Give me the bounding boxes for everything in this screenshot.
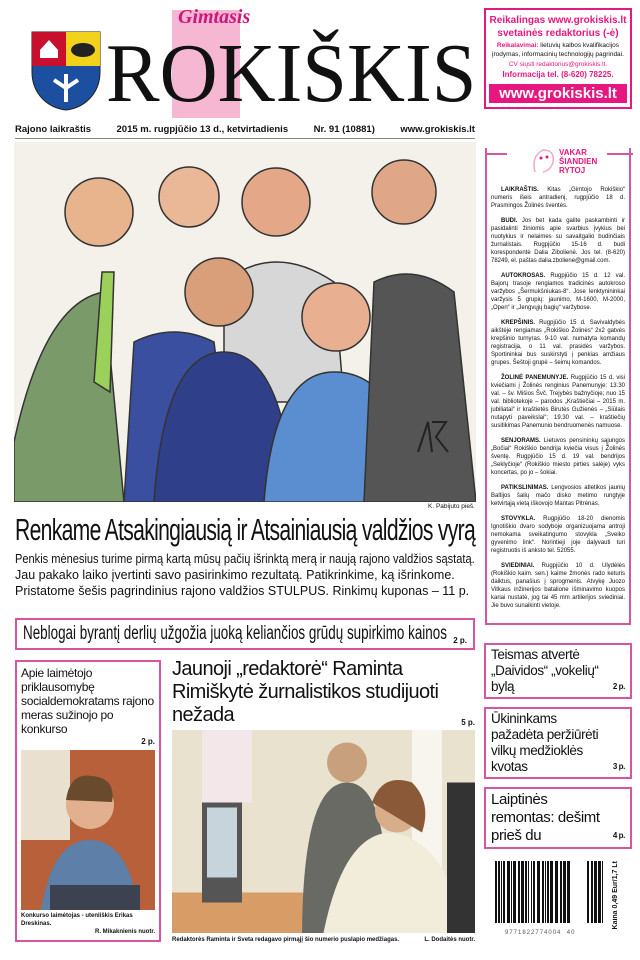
deck-line: Pristatome šešis pagrindinius rajono valdžios STULPUS. Rinkimų kuponas – 11 p. <box>15 584 470 598</box>
story-headline[interactable]: Jaunoji „redaktorė“ Raminta Rimiškytė žurnalistikos studijuoti nežada <box>172 658 439 726</box>
barcode-bar <box>521 861 524 923</box>
item-text: Rugpjūčio 15 d. Savivaldybės aikštėje rengiamas „Rokiškio Žolinės“ 2x2 gatvės krepšinio turnyras. 9-10 val. numatyta komandų registracija, o 11 val. prasidės varžybos. Sportininkai bus suskirstyti į penkias amžiaus grupes. Šeštoji grupė – šeimų komandos. <box>491 320 626 366</box>
sidebar-item <box>491 186 625 210</box>
barcode-bar <box>518 861 520 923</box>
barcode-bar <box>531 861 532 923</box>
editors-photo <box>172 730 475 933</box>
face-sketch-icon <box>529 146 557 176</box>
ad-req-text: lietuvių kalbos kvalifikacijos įrodymas, informacinių technologijų pagrindai. <box>492 42 624 58</box>
teaser-page: 4 p. <box>612 831 625 840</box>
item-label: BUDI. <box>501 218 518 224</box>
barcode-bar <box>501 861 502 923</box>
lead-headline-wrap[interactable] <box>15 512 475 548</box>
barcode-bar <box>507 861 510 923</box>
caption-text: Redaktorės Raminta ir Sveta redagavo pirmąjį šio numerio puslapio medžiagas. <box>172 937 400 943</box>
barcode-bar <box>495 861 497 923</box>
winner-caption <box>21 912 155 936</box>
ad-line1: Reikalingas www.grokiskis.lt <box>489 15 627 26</box>
barcode-bar <box>591 861 593 923</box>
coat-of-arms-logo <box>30 30 102 112</box>
ad-url-link[interactable]: www.grokiskis.lt <box>489 84 627 103</box>
photo-credit: R. Mikaknienis nuotr. <box>94 929 155 935</box>
ad-cv: CV siųsti redaktorius@grokiskis.lt. <box>508 61 608 68</box>
issue-number: Nr. 91 (10881) <box>313 124 375 135</box>
teaser-title: Apie laimėtojo priklausomybę socialdemokratams rajono meras sužinojo po konkurso <box>21 666 154 736</box>
sidebar-item <box>491 515 625 555</box>
barcode-bar <box>555 861 558 923</box>
barcode-bar <box>547 861 549 923</box>
cartoon-credit: K. Pabijuto pieš. <box>428 503 475 510</box>
barcode-bar <box>503 861 505 923</box>
item-label: KREPŠINIS. <box>501 320 536 326</box>
price: Kaina 0,49 Eur/1,7 Lt <box>612 861 619 930</box>
heading-today: ŠIANDIEN <box>559 157 598 166</box>
teaser-page: 2 p. <box>453 636 467 645</box>
sidebar-heading <box>487 148 629 186</box>
sidebar-item <box>491 217 625 265</box>
item-text: Lietuvos pensininkų sąjungos „Bočiai“ Rokiškio bendrija kviečia visus į Žolinės šventę. Rugpjūčio 15 d. 19 val. bendrijos „Seklyčioje“ (Rokiškio miesto pirties salėje) vyks koncertas, po jo – šokiai. <box>491 438 626 476</box>
barcode-digits: 9771822774004 <box>505 930 562 936</box>
teaser-title: Neblogai byrantį derlių užgožia juoką keliančios grūdų supirkimo kainos <box>23 623 447 644</box>
barcode-bar <box>587 861 589 923</box>
barcode-block <box>495 861 631 937</box>
masthead-title: ROKIŠKIS <box>106 27 477 120</box>
teaser-grain-prices[interactable] <box>15 618 475 650</box>
editors-caption <box>172 936 475 944</box>
barcode-bar <box>513 861 516 923</box>
barcode-bar <box>528 861 529 923</box>
teaser-title: Ūkininkams pažadėta peržiūrėti vilkų medžioklės kvotas <box>491 711 599 774</box>
item-label: SENJORAMS. <box>501 438 541 444</box>
barcode-bar <box>511 861 512 923</box>
item-text: Rugpjūčio 15 d. 12 val. Bajorų trasoje rengiamos tradicinės autokroso varžybos „Šermukšniukas-8“. Jose lenktynininkai varžysis 5 grupių: jaunimo, M-1600, M-2000, „Open“ ir „Jengvųjų bagių“ varžybose. <box>491 273 625 311</box>
item-label: PATIKSLINIMAS. <box>501 485 549 491</box>
info-bar <box>15 124 475 139</box>
item-text: Rugpjūčio 18-20 dienomis Ignotiškio dvaro sodyboje organizuojama antroji nemokama sveikatingumo stovykla „Sveiko gyvenimo link“. Norintieji joje dalyvauti turi registruotis iš anksto tel. 52055. <box>491 516 626 554</box>
teaser-wolves[interactable] <box>484 707 632 779</box>
barcode-bar <box>533 861 535 923</box>
sidebar-item <box>491 272 625 312</box>
barcode-bar <box>545 861 546 923</box>
item-label: AUTOKROSAS. <box>501 273 546 279</box>
masthead-prefix: Gimtasis <box>178 6 251 28</box>
barcode-addon: 40 <box>566 930 576 936</box>
barcode-number <box>505 929 605 937</box>
barcode-bar <box>594 861 597 923</box>
barcode-bar <box>563 861 566 923</box>
barcode <box>495 861 605 923</box>
ad-info: Informacija tel. (8-620) 78225. <box>502 70 614 79</box>
item-text: Rugpjūčio 10 d. Ulydėlės (Rokiškio kaim. sen.) kaime žmonės rado keturis daiktus, panašius į sprogmenis. Atvykę Juozo Vitkaus inžinerijos batalione išminavimo kuopos kariai nustatė, jog tai 45 mm artilerijos sviediniai. Jie buvo sunaikinti vietoje. <box>491 563 626 609</box>
item-text: Rugpjūčio 15 d. visi kviečiami į Žolinės renginius Panemunyje: 13.30 val. – šv. Mišios Švč. Trejybės bažnyčioje; nuo 15 val. bibliotekoje – parodos „Kraštiečiai – 2015 m. jubiliatai“ ir kraštietės Birutės Gužienės – „Siūlais nutapyti paveikslai“; 19.30 val. – kraštiečių susitikimas Panemunio bendruomenės namuose. <box>491 375 626 429</box>
site-link[interactable]: www.grokiskis.lt <box>400 124 475 135</box>
sidebar-item <box>491 562 625 610</box>
right-column <box>485 148 631 937</box>
story-page: 5 p. <box>461 718 475 727</box>
issue-date: 2015 m. rugpjūčio 13 d., ketvirtadienis <box>116 124 289 135</box>
caption-text: Konkurso laimėtojas - utenliškis Erikas Dreskinas. <box>21 913 133 927</box>
sidebar-item <box>491 374 625 430</box>
sidebar-items <box>491 186 625 610</box>
barcode-bar <box>550 861 553 923</box>
teaser-title: Laiptinės remontas: dešimt prieš du <box>491 791 600 844</box>
teaser-title: Teismas atvertė „Daividos“ „vokelių“ bylą <box>491 647 599 694</box>
ad-line2: svetainės redaktorius (-ė) <box>497 28 619 39</box>
item-text: Kitas „Gimtojo Rokiškio“ numeris išeis antradienį, rugpjūčio 18 d. Prasmingos Žolinės šventės. <box>491 187 626 209</box>
sidebar-item <box>491 437 625 477</box>
barcode-bar <box>598 861 601 923</box>
heading-tomorrow: RYTOJ <box>559 166 586 175</box>
item-label: SVIEDINIAI. <box>501 563 535 569</box>
teaser-page: 2 p. <box>141 737 155 746</box>
item-label: LAIKRAŠTIS. <box>501 187 539 193</box>
teaser-page: 2 p. <box>612 682 625 691</box>
teaser-mayor[interactable] <box>15 660 161 942</box>
sidebar-item <box>491 319 625 367</box>
barcode-bar <box>537 861 540 923</box>
item-text: Jos bet kada galite paskambinti ir pasidalinti žiniomis apie svarbius įvykius bei nuotykius ir nelaimes su savaitgalio budinčiais žurnalistais. Rugpjūčio 15-16 d. budi korespondentė Dalia Zibolienė. Jos tel. (8-620) 78249, el. paštas dalia.zboliene@gmail.com. <box>491 218 625 264</box>
barcode-bar <box>525 861 527 923</box>
barcode-bar <box>567 861 570 923</box>
story-block <box>172 658 475 944</box>
barcode-bar <box>560 861 562 923</box>
lead-headline[interactable]: Renkame Atsakingiausią ir Atsainiausią valdžios vyrą <box>15 512 476 547</box>
teaser-stairwell[interactable] <box>484 787 632 849</box>
teaser-page: 3 p. <box>612 762 625 771</box>
deck-line: Jau pakako laiko įvertinti savo pasirinkimo rezultatą. Patikrinkime, ką išrinkome. <box>15 568 455 582</box>
item-label: ŽOLINĖ PANEMUNYJE. <box>501 375 569 381</box>
heading-yesterday: VAKAR <box>559 148 587 157</box>
politicians-cartoon <box>14 142 476 502</box>
teaser-court[interactable] <box>484 643 632 699</box>
masthead-title-wrap <box>106 27 477 120</box>
item-text: Lengvosios atletikos jaunių Baltijos šalių mačo disko metimo rungtyje ketvirtąją vietą iškovojo Mantas Pitrėnas. <box>491 485 626 507</box>
barcode-bar <box>602 861 603 923</box>
winner-photo <box>21 750 155 910</box>
ad-req-label: Reikalavimai: <box>496 42 539 49</box>
deck-line: Penkis mėnesius turime pirmą kartą mūsų pačių išrinktą merą ir naują rajono valdžios sąstatą. <box>15 552 475 566</box>
lead-deck <box>15 551 475 599</box>
right-teasers <box>484 643 632 849</box>
barcode-bar <box>498 861 500 923</box>
sidebar-events <box>485 148 631 625</box>
item-label: STOVYKLA. <box>501 516 536 522</box>
job-ad <box>484 8 632 109</box>
barcode-bar <box>542 861 544 923</box>
paper-type: Rajono laikraštis <box>15 124 92 135</box>
sidebar-item <box>491 484 625 508</box>
photo-credit: L. Dodaitės nuotr. <box>424 937 475 943</box>
